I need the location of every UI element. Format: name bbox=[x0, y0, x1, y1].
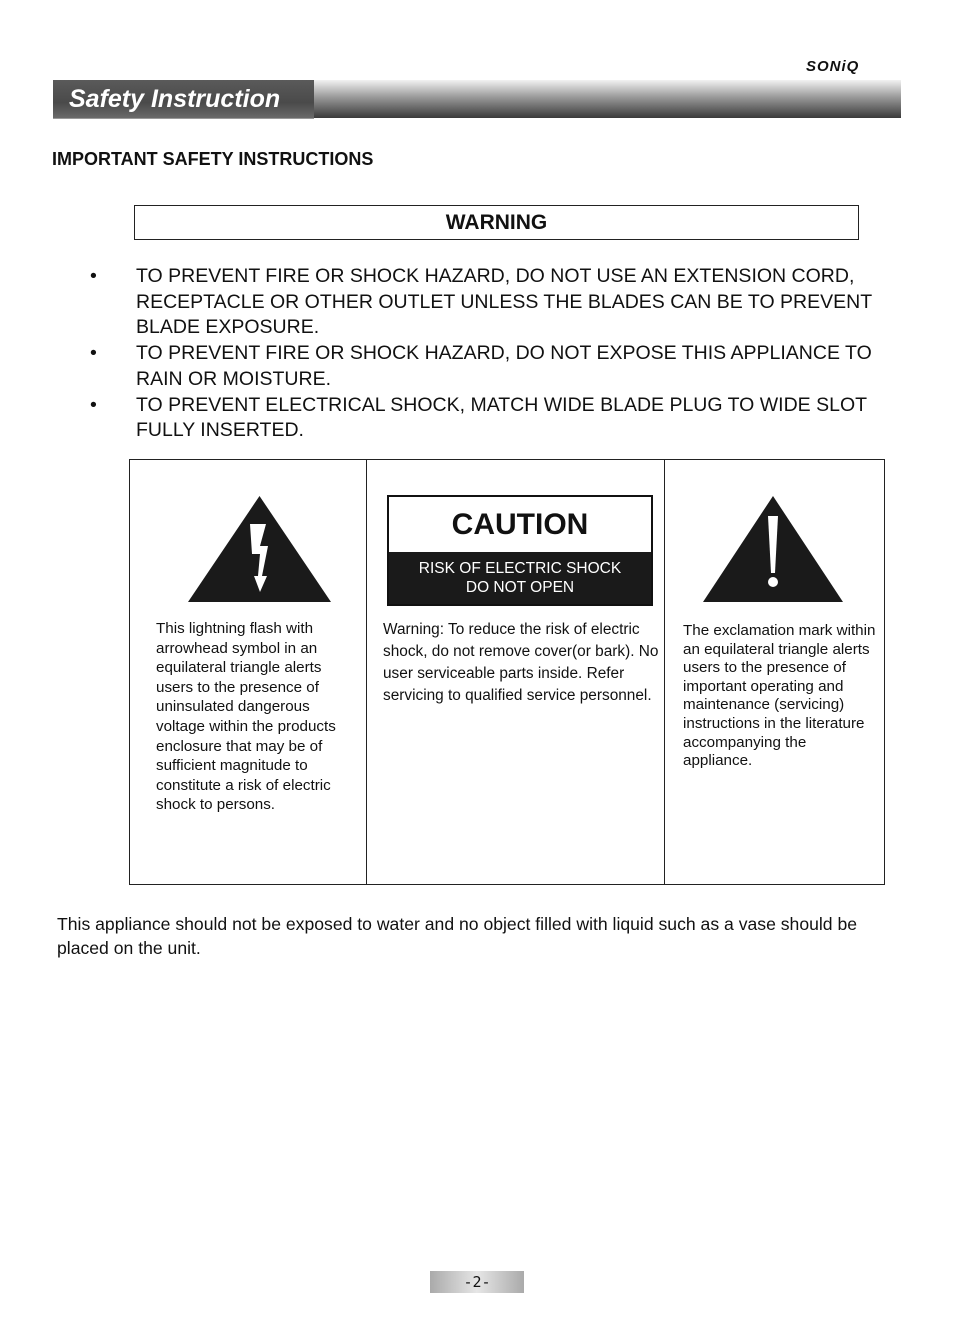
bullet-text: TO PREVENT FIRE OR SHOCK HAZARD, DO NOT USE AN EXTENSION CORD, RECEPTACLE OR OTHER OUTLET UNLESS THE BLADES CAN BE TO PREVENT BLADE EXPOSURE. bbox=[136, 265, 872, 339]
caution-line-1: RISK OF ELECTRIC SHOCK bbox=[418, 560, 622, 577]
lightning-description: This lightning flash with arrowhead symbol in an equilateral triangle alerts users to the presence of uninsulated dangerous voltage within the products enclosure that may be of sufficient magnitude to constitute a risk of electric shock to persons. bbox=[156, 620, 336, 814]
main-heading: IMPORTANT SAFETY INSTRUCTIONS bbox=[52, 149, 374, 169]
bullet-marker: • bbox=[90, 342, 97, 365]
list-item bbox=[90, 264, 910, 341]
bullet-marker: • bbox=[90, 393, 97, 416]
list-item bbox=[90, 393, 910, 444]
caution-subtext bbox=[389, 552, 651, 604]
lightning-symbol-cell bbox=[130, 460, 367, 884]
bullet-marker: • bbox=[90, 265, 97, 287]
caution-line-2: DO NOT OPEN bbox=[465, 579, 575, 596]
warning-label: WARNING bbox=[445, 211, 548, 234]
page-number: -2- bbox=[430, 1271, 524, 1293]
warning-box bbox=[134, 205, 859, 240]
exclamation-description: The exclamation mark within an equilateral triangle alerts users to the presence of important operating and maintenance (servicing) instructions in the literature accompanying the appliance. bbox=[683, 622, 876, 770]
caution-title: CAUTION bbox=[451, 508, 589, 541]
brand-logo: SONiQ bbox=[806, 58, 860, 75]
exclamation-symbol-cell bbox=[665, 460, 884, 884]
section-title: Safety Instruction bbox=[69, 85, 281, 113]
liquid-warning-note: This appliance should not be exposed to water and no object filled with liquid such as a vase should be placed on the unit. bbox=[57, 914, 858, 958]
list-item bbox=[90, 341, 910, 392]
lightning-triangle-icon bbox=[188, 496, 331, 603]
caution-description: Warning: To reduce the risk of electric shock, do not remove cover(or bark). No user serviceable parts inside. Refer servicing to qualified service personnel. bbox=[383, 621, 659, 704]
exclamation-triangle-icon bbox=[703, 496, 843, 603]
safety-symbols-table bbox=[129, 459, 885, 885]
caution-cell bbox=[367, 460, 665, 884]
caution-label bbox=[387, 495, 653, 606]
bullet-text: TO PREVENT ELECTRICAL SHOCK, MATCH WIDE BLADE PLUG TO WIDE SLOT FULLY INSERTED. bbox=[136, 393, 867, 442]
warning-list bbox=[90, 264, 910, 444]
bullet-text: TO PREVENT FIRE OR SHOCK HAZARD, DO NOT EXPOSE THIS APPLIANCE TO RAIN OR MOISTURE. bbox=[136, 342, 872, 390]
